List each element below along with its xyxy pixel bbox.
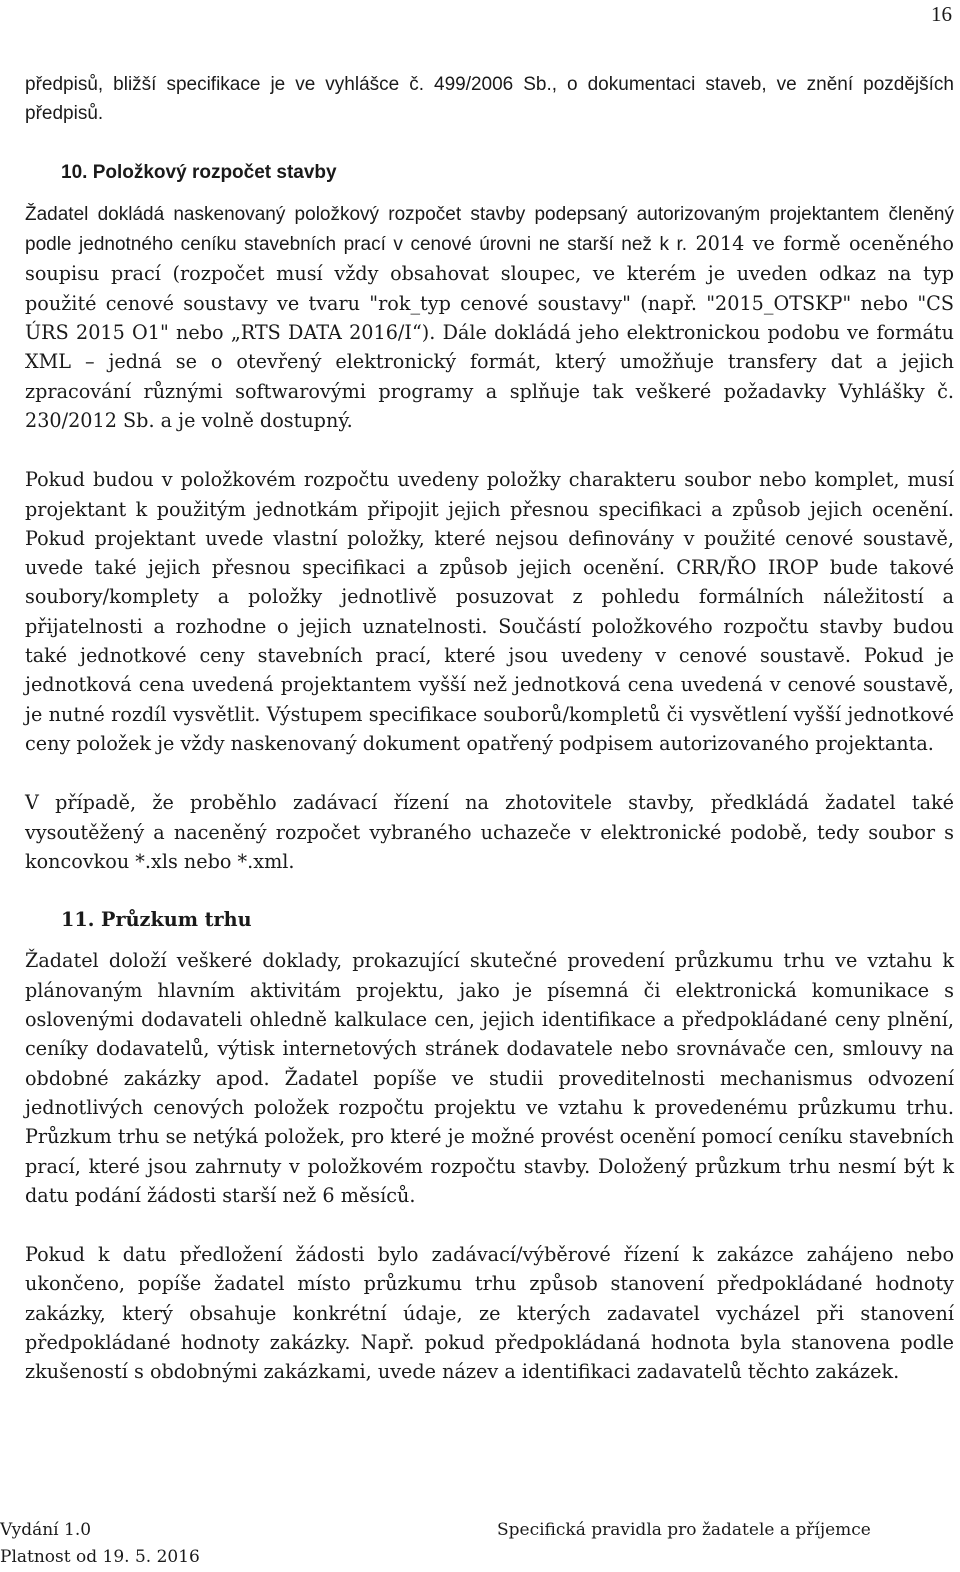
document-body: [25, 70, 954, 1387]
section-11-heading: 11. Průzkum trhu: [61, 908, 252, 932]
paragraph-budget-rest: 2014 ve formě oceněného soupisu prací (rozpočet musí vždy obsahovat sloupec, ve kterém je uveden odkaz na typ použité cenové soustavy ve tvaru "rok_typ cenové soustavy" (např. "2015_OTSKP" nebo "CS ÚRS 2015 O1" nebo „RTS DATA 2016/I“). Dále dokládá jeho elektronickou podobu ve formátu XML – jedná se o otevřený elektronický formát, který umožňuje transfery dat a jejich zpracování různými softwarovými programy a splňuje tak veškeré požadavky Vyhlášky č. 230/2012 Sb. a je volně dostupný.: [25, 232, 954, 432]
footer-left: [0, 1517, 200, 1571]
paragraph-tender: V případě, že proběhlo zadávací řízení na zhotovitele stavby, předkládá žadatel také vysoutěžený a naceněný rozpočet vybraného uchazeče v elektronické podobě, tedy soubor s koncovkou *.xls nebo *.xml.: [25, 791, 954, 873]
footer-valid-from: Platnost od 19. 5. 2016: [0, 1547, 200, 1567]
paragraph-budget-start: Žadatel dokládá naskenovaný položkový rozpočet stavby podepsaný autorizovaným projektantem členěný podle jednotného ceníku stavebních prací v cenové úrovni ne starší než k r.: [25, 203, 954, 256]
footer-doc-title: Specifická pravidla pro žadatele a příjemce: [497, 1520, 871, 1540]
paragraph-procurement: Pokud k datu předložení žádosti bylo zadávací/výběrové řízení k zakázce zahájeno nebo ukončeno, popíše žadatel místo průzkumu trhu způsob stanovení předpokládané hodnoty zakázky, který obsahuje konkrétní údaje, ze kterých zadavatel vycházel při stanovení předpokládané hodnoty zakázky. Např. pokud předpokládaná hodnota byla stanovena podle zkušeností s obdobnými zakázkami, uvede název a identifikaci zadavatelů těchto zakázek.: [25, 1243, 954, 1384]
paragraph-budget: [25, 199, 954, 435]
section-10-heading: 10. Položkový rozpočet stavby: [61, 161, 337, 183]
paragraph-items: Pokud budou v položkovém rozpočtu uvedeny položky charakteru soubor nebo komplet, musí projektant k použitým jednotkám připojit jejich přesnou specifikaci a způsob jejich ocenění. Pokud projektant uvede vlastní položky, které nejsou definovány v použité cenové soustavě, uvede také jejich přesnou specifikaci a způsob jejich ocenění. CRR/ŘO IROP bude takové soubory/komplety a položky jednotlivě posuzovat z pohledu formálních náležitostí a přijatelnosti a rozhodne o jejich uznatelnosti. Součástí položkového rozpočtu stavby budou také jednotkové ceny stavebních prací, které jsou uvedeny v cenové soustavě. Pokud je jednotková cena uvedená projektantem vyšší než jednotková cena uvedená v cenové soustavě, je nutné rozdíl vysvětlit. Výstupem specifikace souborů/kompletů či vysvětlení vyšší jednotkové ceny položek je vždy naskenovaný dokument opatřený podpisem autorizovaného projektanta.: [25, 468, 954, 755]
footer-edition: Vydání 1.0: [0, 1520, 92, 1540]
paragraph-market-research: Žadatel doloží veškeré doklady, prokazující skutečné provedení průzkumu trhu ve vztahu k plánovaným hlavním aktivitám projektu, jako je písemná či elektronická komunikace s oslovenými dodavateli ohledně kalkulace cen, jejich identifikace a předpokládané ceny plnění, ceníky dodavatelů, výtisk internetových stránek dodavatele nebo srovnávače cen, smlouvy na obdobné zakázky apod. Žadatel popíše ve studii proveditelnosti mechanismus odvození jednotlivých cenových položek rozpočtu projektu ve vztahu k provedenému průzkumu trhu. Průzkum trhu se netýká položek, pro které je možné provést ocenění pomocí ceníku stavebních prací, které jsou zahrnuty v položkovém rozpočtu stavby. Doložený průzkum trhu nesmí být k datu podání žádosti starší než 6 měsíců.: [25, 949, 954, 1207]
paragraph-intro: předpisů, bližší specifikace je ve vyhlášce č. 499/2006 Sb., o dokumentaci staveb, ve znění pozdějších předpisů.: [25, 74, 954, 125]
page-number: 16: [931, 2, 952, 26]
